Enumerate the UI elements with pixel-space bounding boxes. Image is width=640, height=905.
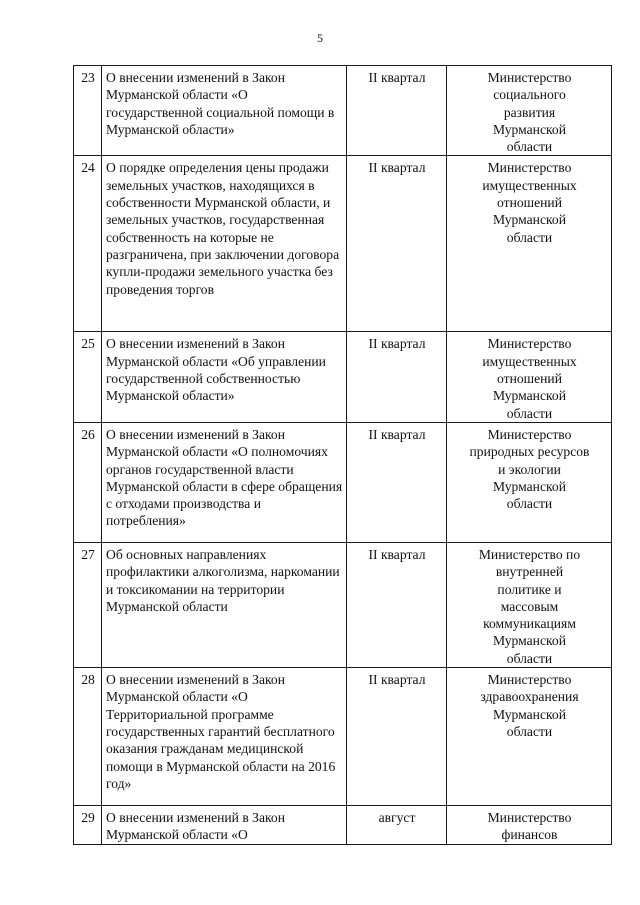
responsible-body: Министерство природных ресурсов и экологии Мурманской области — [447, 422, 612, 542]
responsible-body: Министерство имущественных отношений Мурманской области — [447, 156, 612, 332]
bill-title: О порядке определения цены продажи земельных участков, находящихся в собственности Мурманской области, и земельных участков, государственная собственность на которые не разграничена, при заключении договора купли-продажи земельного участка без проведения торгов — [102, 156, 347, 332]
responsible-body: Министерство по внутренней политике и массовым коммуникациям Мурманской области — [447, 542, 612, 667]
table-row — [74, 332, 612, 422]
bill-title: О внесении изменений в Закон Мурманской области «О полномочиях органов государственной власти Мурманской области в сфере обращения с отходами производства и потребления» — [102, 422, 347, 542]
row-number: 26 — [74, 422, 102, 542]
submission-period: II квартал — [347, 422, 447, 542]
table-row — [74, 806, 612, 845]
responsible-body: Министерство имущественных отношений Мурманской области — [447, 332, 612, 422]
responsible-body: Министерство финансов — [447, 806, 612, 845]
submission-period: II квартал — [347, 668, 447, 806]
row-number: 29 — [74, 806, 102, 845]
responsible-body: Министерство социального развития Мурманской области — [447, 66, 612, 156]
responsible-body: Министерство здравоохранения Мурманской области — [447, 668, 612, 806]
bill-title: Об основных направлениях профилактики алкоголизма, наркомании и токсикомании на территории Мурманской области — [102, 542, 347, 667]
table-row — [74, 668, 612, 806]
bill-title: О внесении изменений в Закон Мурманской области «Об управлении государственной собственностью Мурманской области» — [102, 332, 347, 422]
table-row — [74, 156, 612, 332]
table-row — [74, 66, 612, 156]
page-number: 5 — [317, 31, 323, 45]
legislation-plan-table — [73, 65, 612, 845]
bill-title: О внесении изменений в Закон Мурманской области «О государственной социальной помощи в Мурманской области» — [102, 66, 347, 156]
table-row — [74, 542, 612, 667]
submission-period: II квартал — [347, 332, 447, 422]
bill-title: О внесении изменений в Закон Мурманской области «О — [102, 806, 347, 845]
row-number: 25 — [74, 332, 102, 422]
row-number: 28 — [74, 668, 102, 806]
row-number: 27 — [74, 542, 102, 667]
submission-period: II квартал — [347, 156, 447, 332]
submission-period: август — [347, 806, 447, 845]
row-number: 24 — [74, 156, 102, 332]
row-number: 23 — [74, 66, 102, 156]
table-row — [74, 422, 612, 542]
submission-period: II квартал — [347, 542, 447, 667]
bill-title: О внесении изменений в Закон Мурманской области «О Территориальной программе государственных гарантий бесплатного оказания гражданам медицинской помощи в Мурманской области на 2016 год» — [102, 668, 347, 806]
submission-period: II квартал — [347, 66, 447, 156]
